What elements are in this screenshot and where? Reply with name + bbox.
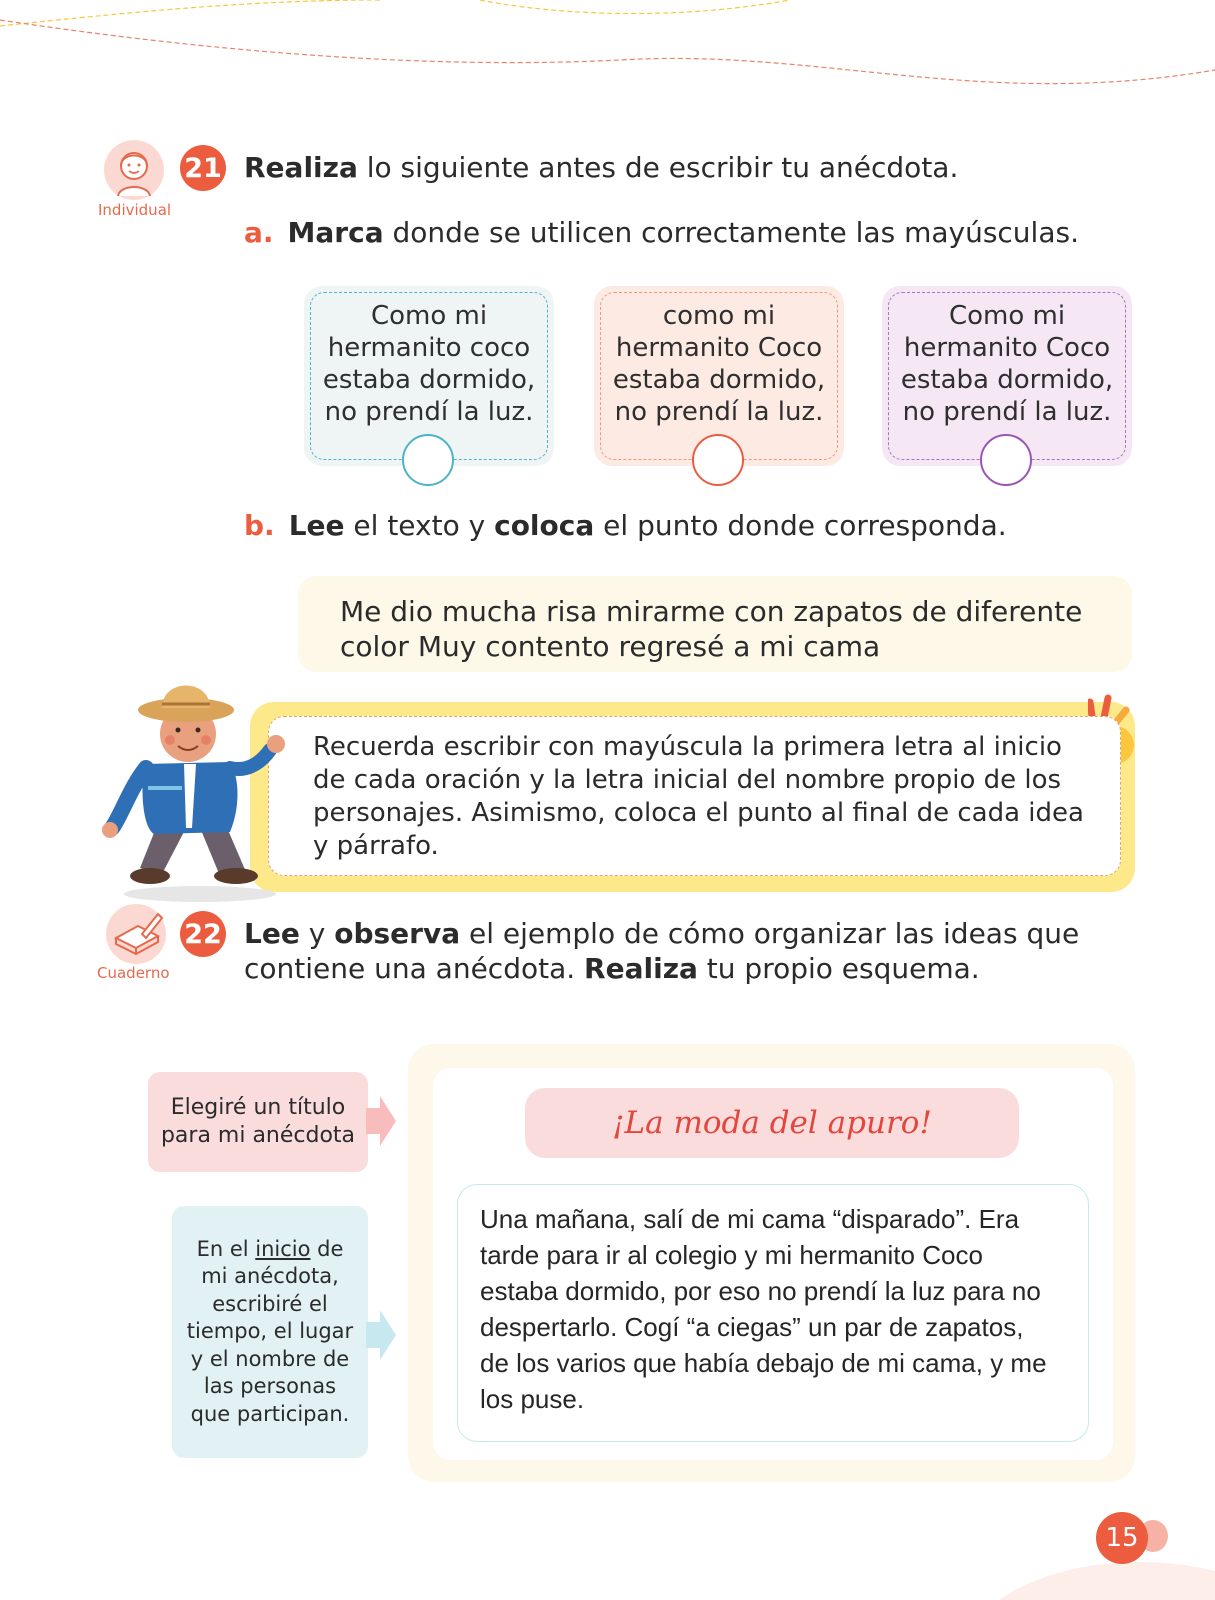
option-2-mark-circle[interactable]	[692, 434, 744, 486]
activity-heading: Realiza lo siguiente antes de escribir tu anécdota.	[244, 151, 959, 184]
arrow-right-icon	[366, 1096, 398, 1146]
activity-number-badge: 22	[180, 911, 226, 957]
decorative-corner	[960, 1562, 1215, 1600]
option-card-1: Como mi hermanito coco estaba dormido, no prendí la luz.	[304, 286, 554, 466]
note-title-instruction: Elegiré un título para mi anécdota	[148, 1072, 368, 1172]
punctuation-text-box[interactable]: Me dio mucha risa mirarme con zapatos de diferente color Muy contento regresé a mi cama	[298, 576, 1132, 672]
activity-22-heading: Lee y observa el ejemplo de cómo organizar las ideas que contiene una anécdota. Realiza tu propio esquema.	[244, 917, 1080, 985]
option-card-2: como mi hermanito Coco estaba dormido, no prendí la luz.	[594, 286, 844, 466]
notebook-pencil-icon	[106, 904, 166, 964]
option-3-mark-circle[interactable]	[980, 434, 1032, 486]
activity-number-badge: 21	[180, 145, 226, 191]
story-title: ¡La moda del apuro!	[525, 1088, 1019, 1158]
boy-character-illustration	[100, 668, 300, 908]
page-number: 15	[1096, 1512, 1148, 1564]
story-text-box: Una mañana, salí de mi cama “disparado”. Era tarde para ir al colegio y mi hermanito Coco estaba dormido, por eso no prendí la luz para no despertarlo. Cogí “a ciegas” un par de zapatos, de los varios que había debajo de mi cama, y me los puse.	[457, 1184, 1089, 1442]
option-1-mark-circle[interactable]	[402, 434, 454, 486]
activity-mode-label: Cuaderno	[97, 964, 170, 982]
arrow-right-icon	[366, 1310, 398, 1360]
reminder-box: Recuerda escribir con mayúscula la primera letra al inicio de cada oración y la letra inicial del nombre propio de los personajes. Asimismo, coloca el punto al final de cada idea y párrafo.	[268, 716, 1121, 876]
note-start-instruction: En el inicio de mi anécdota, escribiré el tiempo, el lugar y el nombre de las personas que participan.	[172, 1206, 368, 1458]
option-card-3: Como mi hermanito Coco estaba dormido, no prendí la luz.	[882, 286, 1132, 466]
girl-avatar-icon	[104, 140, 164, 200]
activity-mode-label: Individual	[98, 201, 172, 219]
instruction-b: b. Lee el texto y coloca el punto donde corresponda.	[244, 509, 1007, 542]
top-decorative-waves	[0, 0, 1215, 110]
instruction-a: a. Marca donde se utilicen correctamente las mayúsculas.	[244, 216, 1079, 249]
